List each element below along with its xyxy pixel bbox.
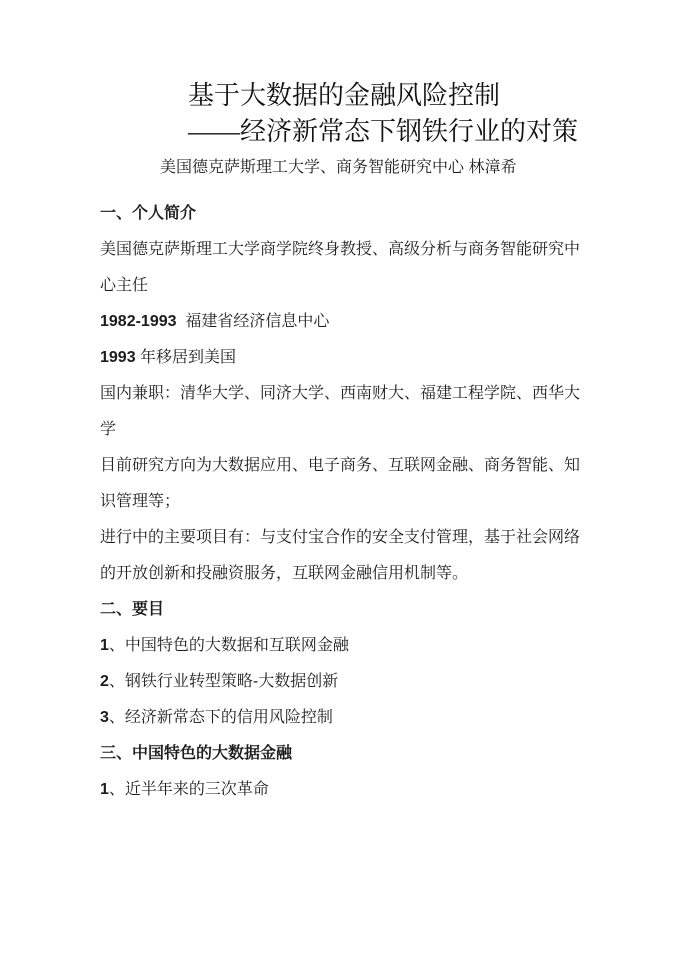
paragraph-text: 学 xyxy=(100,421,117,438)
paragraph-text: 的开放创新和投融资服务，互联网金融信用机制等。 xyxy=(100,565,469,582)
document-byline: 美国德克萨斯理工大学、商务智能研究中心 林漳希 xyxy=(160,159,517,176)
list-item xyxy=(100,628,590,664)
paragraph-text: 福建省经济信息中心 xyxy=(176,313,330,330)
list-item-text: 、经济新常态下的信用风险控制 xyxy=(108,709,333,726)
year-range-label: 1982-1993 xyxy=(100,313,177,330)
section-heading-2 xyxy=(100,592,590,628)
list-item-number: 1 xyxy=(100,781,109,798)
list-item-text: 、中国特色的大数据和互联网金融 xyxy=(108,637,349,654)
list-item-number: 3 xyxy=(100,709,109,726)
paragraph-text: 心主任 xyxy=(100,277,149,294)
section-heading-text: 一、个人简介 xyxy=(100,205,197,222)
document-title-line2: ——经济新常态下钢铁行业的对策 xyxy=(188,117,579,146)
paragraph-line xyxy=(100,340,590,376)
paragraph-line xyxy=(100,304,590,340)
paragraph-text: 识管理等； xyxy=(100,493,181,510)
paragraph-text: 美国德克萨斯理工大学商学院终身教授、高级分析与商务智能研究中 xyxy=(100,241,581,258)
list-item-number: 2 xyxy=(100,673,109,690)
paragraph-line xyxy=(100,268,590,304)
list-item xyxy=(100,772,590,808)
list-item-number: 1 xyxy=(100,637,109,654)
section-heading-text: 二、要目 xyxy=(100,601,165,618)
list-item-text: 、近半年来的三次革命 xyxy=(108,781,269,798)
list-item-text: 、钢铁行业转型策略-大数据创新 xyxy=(108,673,339,690)
paragraph-line xyxy=(100,556,590,592)
list-item xyxy=(100,664,590,700)
document-body xyxy=(100,196,590,808)
paragraph-line xyxy=(100,484,590,520)
document-title-line1: 基于大数据的金融风险控制 xyxy=(188,81,501,110)
paragraph-line xyxy=(100,232,590,268)
list-item xyxy=(100,700,590,736)
paragraph-line xyxy=(100,448,590,484)
paragraph-line xyxy=(100,412,590,448)
paragraph-text: 进行中的主要项目有：与支付宝合作的安全支付管理，基于社会网络 xyxy=(100,529,581,546)
section-heading-1 xyxy=(100,196,590,232)
paragraph-text: 目前研究方向为大数据应用、电子商务、互联网金融、商务智能、知 xyxy=(100,457,581,474)
year-label: 1993 xyxy=(100,349,136,366)
paragraph-text: 国内兼职：清华大学、同济大学、西南财大、福建工程学院、西华大 xyxy=(100,385,581,402)
section-heading-3 xyxy=(100,736,590,772)
paragraph-line xyxy=(100,520,590,556)
paragraph-text: 年移居到美国 xyxy=(135,349,237,366)
section-heading-text: 三、中国特色的大数据金融 xyxy=(100,745,293,762)
paragraph-line xyxy=(100,376,590,412)
